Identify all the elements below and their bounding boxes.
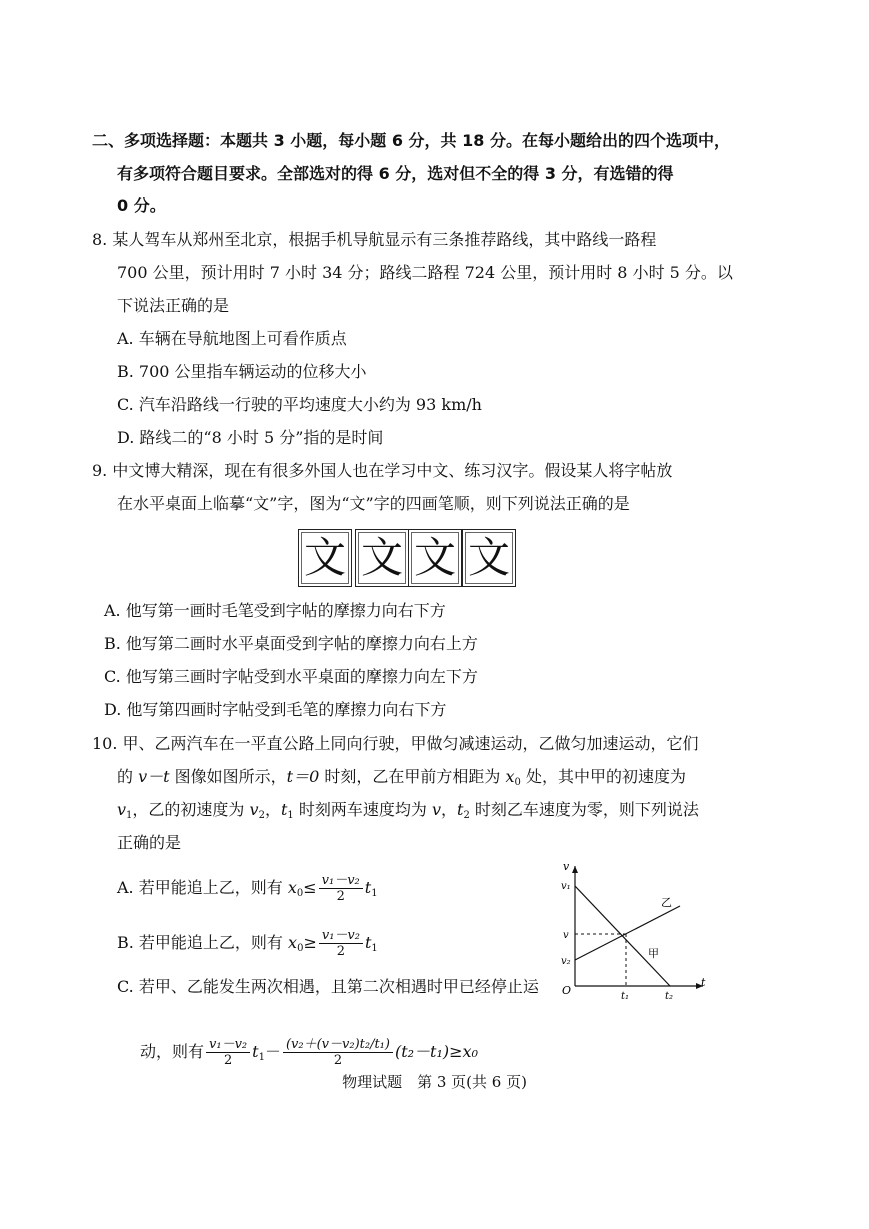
stroke-order-box-3 — [408, 529, 462, 587]
stroke-char-3: 文 — [413, 533, 456, 582]
q10-option-a: A. 若甲能追上乙，则有 $x_0\le$ $\frac{\text{v₁－v₂}}{2}$ $t_1$ — [117, 873, 378, 904]
stroke-char-1: 文 — [303, 533, 346, 582]
graph-t1-label: t₁ — [621, 991, 630, 1002]
q9-option-b: B. 他写第二画时水平桌面受到字帖的摩擦力向右上方 — [104, 634, 478, 653]
q9-option-a: A. 他写第一画时毛笔受到字帖的摩擦力向右下方 — [104, 601, 446, 620]
stroke-order-box-4 — [462, 529, 516, 587]
graph-t2-label: t₂ — [665, 991, 674, 1002]
q10-stem-line4: 正确的是 — [117, 833, 182, 852]
graph-jia-label: 甲 — [648, 947, 659, 960]
q10-vt-graph — [555, 858, 710, 1003]
graph-v-label: v — [563, 930, 569, 941]
q10-option-b: B. 若甲能追上乙，则有 $x_0\ge$ $\frac{\text{v₁－v₂}}{2}$ $t_1$ — [117, 928, 378, 959]
section-heading-line1: 二、多项选择题：本题共 3 小题，每小题 6 分，共 18 分。在每小题给出的四个选项中， — [92, 131, 730, 150]
stroke-order-box-2 — [355, 529, 409, 587]
q8-stem-line1: 8. 某人驾车从郑州至北京，根据手机导航显示有三条推荐路线，其中路线一路程 — [92, 230, 657, 249]
yi-line — [575, 906, 680, 960]
graph-v2-label: v₂ — [561, 956, 571, 967]
section-heading-line2: 有多项符合题目要求。全部选对的得 6 分，选对但不全的得 3 分，有选错的得 — [117, 164, 674, 183]
q10-option-c-line1: C. 若甲、乙能发生两次相遇，且第二次相遇时甲已经停止运 — [117, 977, 539, 996]
graph-t-axis-label: t — [701, 976, 706, 989]
q8-stem-line3: 下说法正确的是 — [117, 296, 230, 315]
q10-stem-line1: 10. 甲、乙两汽车在一平直公路上同向行驶，甲做匀减速运动，乙做匀加速运动，它们 — [92, 734, 699, 753]
q9-stem-line1: 9. 中文博大精深，现在有很多外国人也在学习中文、练习汉字。假设某人将字帖放 — [92, 461, 673, 480]
q8-option-c: C. 汽车沿路线一行驶的平均速度大小约为 93 km/h — [117, 395, 482, 414]
v-axis-arrow-icon — [572, 866, 578, 873]
q10-option-c-line2: 动，则有 $\frac{\text{v₁－v₂}}{2}$ $t_1-$ $\frac{\text{(v₂＋(v－v₂)t₂/t₁)}}{2}$ (t₂－t₁)≥x₀ — [140, 1037, 478, 1068]
q9-option-d: D. 他写第四画时字帖受到毛笔的摩擦力向右下方 — [104, 700, 447, 719]
section-heading-line3: 0 分。 — [117, 196, 166, 215]
graph-yi-label: 乙 — [661, 896, 672, 909]
q8-option-b: B. 700 公里指车辆运动的位移大小 — [117, 362, 367, 381]
stroke-char-2: 文 — [360, 533, 403, 582]
graph-v-axis-label: v — [563, 860, 570, 873]
q8-option-d: D. 路线二的“8 小时 5 分”指的是时间 — [117, 428, 384, 447]
graph-origin-label: O — [562, 984, 572, 997]
q10-stem-line2: 的 v－t 图像如图所示，t＝0 时刻，乙在甲前方相距为 $x_0$ 处，其中甲的初速度为 — [117, 767, 686, 788]
q9-option-c: C. 他写第三画时字帖受到水平桌面的摩擦力向左下方 — [104, 667, 478, 686]
q8-option-a: A. 车辆在导航地图上可看作质点 — [117, 329, 347, 348]
q9-stem-line2: 在水平桌面上临摹“文”字，图为“文”字的四画笔顺，则下列说法正确的是 — [117, 494, 630, 513]
stroke-char-4: 文 — [467, 533, 510, 582]
q8-stem-line2: 700 公里，预计用时 7 小时 34 分；路线二路程 724 公里，预计用时 8 小时 5 分。以 — [117, 263, 733, 282]
page-footer: 物理试题 第 3 页(共 6 页) — [342, 1073, 527, 1091]
graph-v1-label: v₁ — [561, 881, 571, 892]
q10-stem-line3: $v_1$，乙的初速度为 $v_2$，$t_1$ 时刻两车速度均为 v，$t_2$ 时刻乙车速度为零，则下列说法 — [117, 800, 699, 821]
stroke-order-box-1 — [298, 529, 352, 587]
